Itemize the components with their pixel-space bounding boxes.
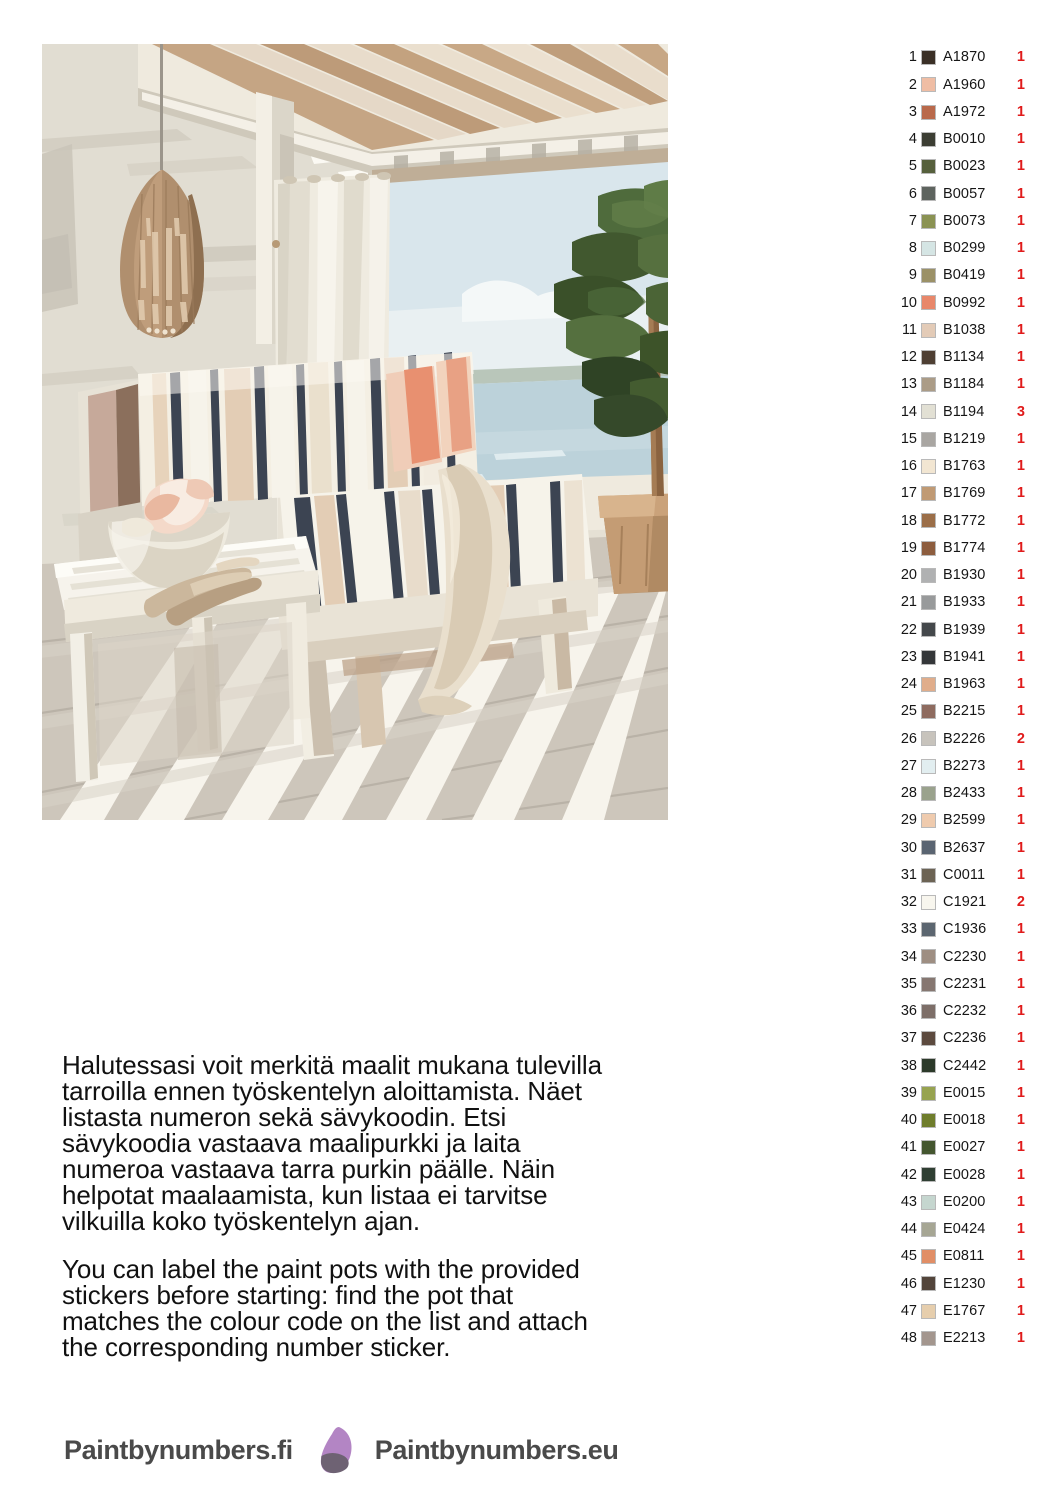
color-row-code: E1767 bbox=[943, 1302, 986, 1319]
color-swatch bbox=[921, 404, 936, 419]
color-row bbox=[895, 862, 1025, 889]
color-row-index: 9 bbox=[908, 267, 917, 284]
color-row-quantity: 1 bbox=[1016, 1003, 1025, 1020]
color-row bbox=[895, 235, 1025, 262]
color-swatch bbox=[921, 1140, 936, 1155]
color-row-quantity: 1 bbox=[1016, 76, 1025, 93]
color-swatch bbox=[921, 895, 936, 910]
color-row-code: E0027 bbox=[943, 1139, 986, 1156]
color-row-quantity: 1 bbox=[1016, 785, 1025, 802]
color-row-quantity: 1 bbox=[1016, 648, 1025, 665]
color-swatch bbox=[921, 214, 936, 229]
color-swatch bbox=[921, 159, 936, 174]
color-swatch bbox=[921, 377, 936, 392]
color-row-index: 1 bbox=[908, 49, 917, 66]
color-row-index: 16 bbox=[900, 458, 917, 475]
color-row-index: 36 bbox=[900, 1003, 917, 1020]
color-row-index: 17 bbox=[900, 485, 917, 502]
color-swatch bbox=[921, 432, 936, 447]
color-row bbox=[895, 998, 1025, 1025]
color-row-code: B2215 bbox=[943, 703, 986, 720]
color-row-quantity: 1 bbox=[1016, 1193, 1025, 1210]
color-swatch bbox=[921, 1331, 936, 1346]
color-row bbox=[895, 671, 1025, 698]
color-row-index: 18 bbox=[900, 512, 917, 529]
color-swatch bbox=[921, 1195, 936, 1210]
color-row bbox=[895, 262, 1025, 289]
color-row-index: 26 bbox=[900, 730, 917, 747]
color-row bbox=[895, 698, 1025, 725]
color-row-quantity: 1 bbox=[1016, 1166, 1025, 1183]
color-row-index: 32 bbox=[900, 894, 917, 911]
color-row-index: 3 bbox=[908, 103, 917, 120]
color-row-quantity: 1 bbox=[1016, 321, 1025, 338]
color-row-code: C1921 bbox=[943, 894, 987, 911]
color-row-code: B2226 bbox=[943, 730, 986, 747]
color-row-index: 25 bbox=[900, 703, 917, 720]
color-swatch bbox=[921, 677, 936, 692]
color-row-code: C2230 bbox=[943, 948, 987, 965]
color-row-index: 31 bbox=[900, 866, 917, 883]
color-row bbox=[895, 99, 1025, 126]
color-row-code: E0811 bbox=[943, 1248, 985, 1265]
color-row-quantity: 1 bbox=[1016, 1084, 1025, 1101]
color-row-code: C0011 bbox=[943, 866, 986, 883]
color-row-index: 2 bbox=[908, 76, 917, 93]
color-row-quantity: 1 bbox=[1016, 975, 1025, 992]
color-row-quantity: 1 bbox=[1016, 240, 1025, 257]
color-swatch bbox=[921, 1031, 936, 1046]
color-row bbox=[895, 1216, 1025, 1243]
color-row-quantity: 1 bbox=[1016, 430, 1025, 447]
color-row bbox=[895, 725, 1025, 752]
color-row-quantity: 1 bbox=[1016, 539, 1025, 556]
color-row-code: B1769 bbox=[943, 485, 986, 502]
color-swatch bbox=[921, 595, 936, 610]
color-swatch bbox=[921, 323, 936, 338]
color-row-index: 23 bbox=[900, 648, 917, 665]
color-row-code: B1933 bbox=[943, 594, 986, 611]
color-row-index: 48 bbox=[900, 1330, 917, 1347]
color-swatch bbox=[921, 1004, 936, 1019]
color-row bbox=[895, 71, 1025, 98]
color-swatch bbox=[921, 622, 936, 637]
color-row bbox=[895, 1325, 1025, 1352]
color-row-code: B0073 bbox=[943, 212, 986, 229]
color-swatch bbox=[921, 186, 936, 201]
color-row-code: E0018 bbox=[943, 1112, 986, 1129]
color-row-index: 34 bbox=[900, 948, 917, 965]
color-row bbox=[895, 153, 1025, 180]
color-row-quantity: 1 bbox=[1016, 185, 1025, 202]
color-row bbox=[895, 1080, 1025, 1107]
color-row-index: 44 bbox=[900, 1221, 917, 1238]
color-row bbox=[895, 943, 1025, 970]
color-row bbox=[895, 1107, 1025, 1134]
color-swatch bbox=[921, 786, 936, 801]
color-row bbox=[895, 535, 1025, 562]
color-row-quantity: 1 bbox=[1016, 267, 1025, 284]
instructions-block bbox=[62, 1052, 607, 1382]
color-row bbox=[895, 616, 1025, 643]
color-swatch bbox=[921, 704, 936, 719]
color-row-index: 27 bbox=[900, 757, 917, 774]
color-row-code: C1936 bbox=[943, 921, 987, 938]
color-swatch bbox=[921, 77, 936, 92]
color-row bbox=[895, 44, 1025, 71]
brand-paintbynumbers-eu[interactable]: Paintbynumbers.eu bbox=[374, 1434, 619, 1465]
brand-paintbynumbers-fi[interactable]: Paintbynumbers.fi bbox=[64, 1434, 293, 1465]
color-row-quantity: 1 bbox=[1016, 1275, 1025, 1292]
color-swatch bbox=[921, 1276, 936, 1291]
color-row-index: 10 bbox=[900, 294, 917, 311]
color-row-index: 14 bbox=[900, 403, 917, 420]
color-row bbox=[895, 208, 1025, 235]
color-row bbox=[895, 589, 1025, 616]
instructions-english: You can label the paint pots with the provided stickers before starting: find the pot that matches the colour code on the list and attach the corresponding number sticker. bbox=[62, 1254, 588, 1362]
color-row bbox=[895, 916, 1025, 943]
color-row-index: 42 bbox=[900, 1166, 917, 1183]
color-row-code: E0015 bbox=[943, 1084, 986, 1101]
color-swatch bbox=[921, 295, 936, 310]
color-row-code: E0028 bbox=[943, 1166, 986, 1183]
color-row-quantity: 1 bbox=[1016, 1112, 1025, 1129]
color-row-index: 39 bbox=[900, 1084, 917, 1101]
color-row bbox=[895, 180, 1025, 207]
color-row-index: 24 bbox=[900, 676, 917, 693]
color-row-quantity: 3 bbox=[1016, 403, 1025, 420]
color-row-quantity: 1 bbox=[1016, 948, 1025, 965]
color-row bbox=[895, 971, 1025, 998]
color-row bbox=[895, 453, 1025, 480]
color-swatch bbox=[921, 840, 936, 855]
color-row-quantity: 1 bbox=[1016, 1139, 1025, 1156]
color-swatch bbox=[921, 241, 936, 256]
color-swatch bbox=[921, 1113, 936, 1128]
color-row-code: B0010 bbox=[943, 131, 986, 148]
color-swatch bbox=[921, 1222, 936, 1237]
color-row bbox=[895, 126, 1025, 153]
color-row-code: B1772 bbox=[943, 512, 986, 529]
color-row bbox=[895, 807, 1025, 834]
color-row-code: A1870 bbox=[943, 49, 986, 66]
color-row-code: C2442 bbox=[943, 1057, 987, 1074]
color-row bbox=[895, 1052, 1025, 1079]
artwork-illustration bbox=[42, 44, 668, 820]
color-row bbox=[895, 644, 1025, 671]
color-row-code: B1941 bbox=[943, 648, 986, 665]
color-row-code: B1134 bbox=[943, 349, 985, 366]
color-row-quantity: 1 bbox=[1016, 1248, 1025, 1265]
color-row-code: B2273 bbox=[943, 757, 986, 774]
color-row-code: E0424 bbox=[943, 1221, 986, 1238]
color-row-index: 41 bbox=[900, 1139, 917, 1156]
color-row bbox=[895, 371, 1025, 398]
color-row bbox=[895, 753, 1025, 780]
footer-branding bbox=[64, 1424, 624, 1476]
color-row-code: B2433 bbox=[943, 785, 986, 802]
color-row-index: 28 bbox=[900, 785, 917, 802]
color-row-quantity: 1 bbox=[1016, 839, 1025, 856]
color-swatch bbox=[921, 1249, 936, 1264]
color-row-index: 6 bbox=[908, 185, 917, 202]
paint-drop-logo-icon bbox=[319, 1426, 353, 1474]
color-row-index: 37 bbox=[900, 1030, 917, 1047]
color-swatch bbox=[921, 268, 936, 283]
color-row-quantity: 2 bbox=[1016, 894, 1025, 911]
color-row-index: 19 bbox=[900, 539, 917, 556]
color-row-code: B1763 bbox=[943, 458, 986, 475]
color-row-code: B0023 bbox=[943, 158, 986, 175]
instructions-finnish: Halutessasi voit merkitä maalit mukana tulevilla tarroilla ennen työskentelyn aloittamista. Näet listasta numeron sekä sävykoodin. Etsi sävykoodia vastaava maalipurkki ja laita numeroa vastaava tarra purkin päälle. Näin helpotat maalaamista, kun listaa ei tarvitse vilkuilla koko työskentelyn ajan. bbox=[62, 1050, 602, 1236]
color-row-index: 12 bbox=[900, 349, 917, 366]
color-row-index: 11 bbox=[901, 321, 917, 338]
color-swatch bbox=[921, 731, 936, 746]
color-row-quantity: 1 bbox=[1016, 512, 1025, 529]
color-swatch bbox=[921, 105, 936, 120]
color-row-quantity: 1 bbox=[1016, 103, 1025, 120]
color-row bbox=[895, 889, 1025, 916]
color-swatch bbox=[921, 650, 936, 665]
color-row-quantity: 1 bbox=[1016, 376, 1025, 393]
color-row-code: B1963 bbox=[943, 676, 986, 693]
color-row-code: B2599 bbox=[943, 812, 986, 829]
color-row-quantity: 1 bbox=[1016, 1302, 1025, 1319]
color-row-code: E2213 bbox=[943, 1330, 986, 1347]
color-row-quantity: 1 bbox=[1016, 567, 1025, 584]
color-row bbox=[895, 507, 1025, 534]
color-row-code: B1194 bbox=[943, 403, 985, 420]
color-row-quantity: 1 bbox=[1016, 349, 1025, 366]
color-row-code: A1960 bbox=[943, 76, 986, 93]
color-row-index: 15 bbox=[900, 430, 917, 447]
color-row bbox=[895, 480, 1025, 507]
color-row-index: 40 bbox=[900, 1112, 917, 1129]
color-row bbox=[895, 1134, 1025, 1161]
color-swatch bbox=[921, 1167, 936, 1182]
color-row bbox=[895, 834, 1025, 861]
color-row-quantity: 1 bbox=[1016, 49, 1025, 66]
color-row-code: B0992 bbox=[943, 294, 986, 311]
color-row-quantity: 1 bbox=[1016, 594, 1025, 611]
color-row bbox=[895, 1025, 1025, 1052]
color-row bbox=[895, 426, 1025, 453]
color-row-index: 4 bbox=[908, 131, 917, 148]
color-row-code: B2637 bbox=[943, 839, 986, 856]
color-row bbox=[895, 1161, 1025, 1188]
color-row bbox=[895, 1270, 1025, 1297]
color-row-quantity: 1 bbox=[1016, 921, 1025, 938]
color-row bbox=[895, 344, 1025, 371]
color-row-code: B0299 bbox=[943, 240, 986, 257]
color-row-quantity: 1 bbox=[1016, 676, 1025, 693]
color-swatch bbox=[921, 1304, 936, 1319]
color-swatch bbox=[921, 759, 936, 774]
color-swatch bbox=[921, 459, 936, 474]
color-row-quantity: 1 bbox=[1016, 212, 1025, 229]
color-row-quantity: 1 bbox=[1016, 757, 1025, 774]
paint-color-list bbox=[895, 44, 1025, 1352]
color-row-code: A1972 bbox=[943, 103, 986, 120]
color-row-quantity: 1 bbox=[1016, 1330, 1025, 1347]
color-row bbox=[895, 562, 1025, 589]
color-row bbox=[895, 780, 1025, 807]
color-swatch bbox=[921, 813, 936, 828]
color-row-index: 47 bbox=[900, 1302, 917, 1319]
color-row-code: B1774 bbox=[943, 539, 986, 556]
color-row bbox=[895, 289, 1025, 316]
color-row-quantity: 1 bbox=[1016, 294, 1025, 311]
color-swatch bbox=[921, 568, 936, 583]
color-swatch bbox=[921, 132, 936, 147]
color-row-index: 13 bbox=[900, 376, 917, 393]
color-swatch bbox=[921, 541, 936, 556]
color-row-quantity: 1 bbox=[1016, 866, 1025, 883]
color-row bbox=[895, 1298, 1025, 1325]
color-row-index: 5 bbox=[908, 158, 917, 175]
color-row-code: C2231 bbox=[943, 975, 987, 992]
artwork-preview bbox=[42, 44, 668, 820]
color-row-code: B1038 bbox=[943, 321, 986, 338]
color-swatch bbox=[921, 977, 936, 992]
color-row-index: 22 bbox=[900, 621, 917, 638]
color-row-code: E0200 bbox=[943, 1193, 986, 1210]
color-row-code: C2236 bbox=[943, 1030, 987, 1047]
color-swatch bbox=[921, 868, 936, 883]
color-swatch bbox=[921, 922, 936, 937]
color-row-quantity: 1 bbox=[1016, 1057, 1025, 1074]
color-swatch bbox=[921, 1086, 936, 1101]
color-row-quantity: 1 bbox=[1016, 131, 1025, 148]
color-row bbox=[895, 1243, 1025, 1270]
color-row-index: 46 bbox=[900, 1275, 917, 1292]
color-row-quantity: 1 bbox=[1016, 485, 1025, 502]
color-swatch bbox=[921, 350, 936, 365]
color-row-quantity: 2 bbox=[1016, 730, 1025, 747]
color-swatch bbox=[921, 513, 936, 528]
color-row-quantity: 1 bbox=[1016, 458, 1025, 475]
color-row-code: B0057 bbox=[943, 185, 986, 202]
color-row-index: 29 bbox=[900, 812, 917, 829]
color-row-code: B1184 bbox=[943, 376, 985, 393]
color-row-index: 21 bbox=[900, 594, 917, 611]
color-row-index: 35 bbox=[900, 975, 917, 992]
color-row-index: 7 bbox=[908, 212, 917, 229]
color-row-code: C2232 bbox=[943, 1003, 987, 1020]
color-row-code: B1939 bbox=[943, 621, 986, 638]
color-row-quantity: 1 bbox=[1016, 158, 1025, 175]
color-row-code: B0419 bbox=[943, 267, 986, 284]
color-row-quantity: 1 bbox=[1016, 703, 1025, 720]
color-row-quantity: 1 bbox=[1016, 1030, 1025, 1047]
color-row-quantity: 1 bbox=[1016, 1221, 1025, 1238]
color-row-code: E1230 bbox=[943, 1275, 986, 1292]
color-row-index: 8 bbox=[908, 240, 917, 257]
color-row bbox=[895, 1189, 1025, 1216]
color-swatch bbox=[921, 486, 936, 501]
color-row bbox=[895, 398, 1025, 425]
color-row-code: B1930 bbox=[943, 567, 986, 584]
color-row-index: 38 bbox=[900, 1057, 917, 1074]
color-row bbox=[895, 317, 1025, 344]
color-row-index: 33 bbox=[900, 921, 917, 938]
color-swatch bbox=[921, 949, 936, 964]
color-row-index: 45 bbox=[900, 1248, 917, 1265]
color-row-quantity: 1 bbox=[1016, 621, 1025, 638]
color-row-index: 20 bbox=[900, 567, 917, 584]
color-row-quantity: 1 bbox=[1016, 812, 1025, 829]
color-row-index: 30 bbox=[900, 839, 917, 856]
color-row-code: B1219 bbox=[943, 430, 986, 447]
paint-drop-svg bbox=[319, 1426, 353, 1474]
color-row-index: 43 bbox=[900, 1193, 917, 1210]
color-swatch bbox=[921, 50, 936, 65]
color-swatch bbox=[921, 1058, 936, 1073]
